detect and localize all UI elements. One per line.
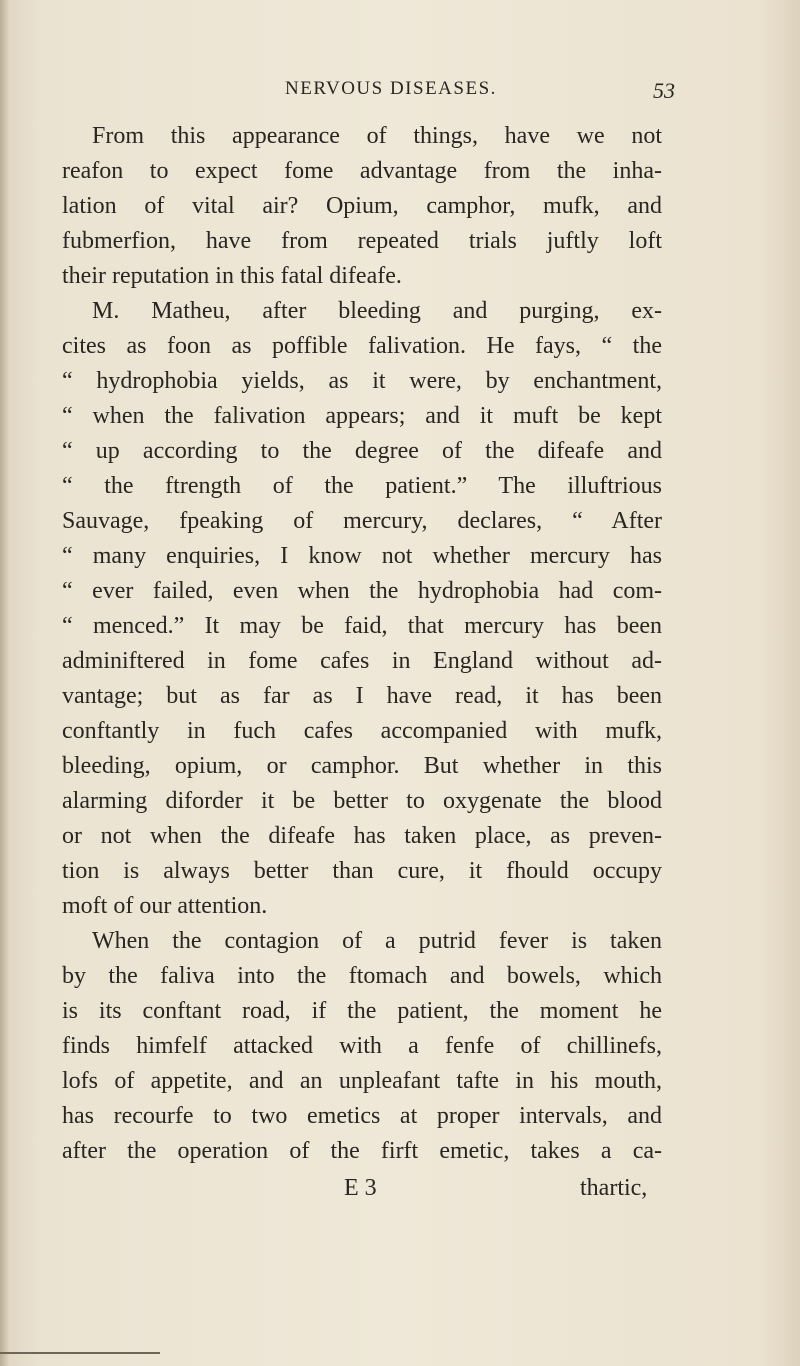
text-line: bleeding, opium, or camphor. But whether in this — [62, 753, 662, 779]
body-text — [62, 119, 662, 1169]
text-line: “ the ftrength of the patient.” The illuftrious — [62, 473, 662, 499]
text-line: lofs of appetite, and an unpleafant tafte in his mouth, — [62, 1068, 662, 1094]
text-line: tion is always better than cure, it fhould occupy — [62, 858, 662, 884]
signature-mark: E 3 — [344, 1175, 377, 1201]
text-line: alarming diforder it be better to oxygenate the blood — [62, 788, 662, 814]
text-line: “ up according to the degree of the difeafe and — [62, 438, 662, 464]
text-line: “ when the falivation appears; and it muft be kept — [62, 403, 662, 429]
text-line: “ many enquiries, I know not whether mercury has — [62, 543, 662, 569]
catchword: thartic, — [580, 1175, 648, 1201]
text-line: “ ever failed, even when the hydrophobia had com- — [62, 578, 662, 604]
bottom-edge-rule — [0, 1352, 160, 1354]
text-line: adminiftered in fome cafes in England without ad- — [62, 648, 662, 674]
text-line: by the faliva into the ftomach and bowels, which — [62, 963, 662, 989]
text-line: is its conftant road, if the patient, the moment he — [62, 998, 662, 1024]
text-line: conftantly in fuch cafes accompanied with mufk, — [62, 718, 662, 744]
text-line: has recourfe to two emetics at proper intervals, and — [62, 1103, 662, 1129]
text-line: after the operation of the firft emetic, takes a ca- — [62, 1138, 662, 1164]
text-line: fubmerfion, have from repeated trials juftly loft — [62, 228, 662, 254]
text-line: From this appearance of things, have we not — [92, 123, 662, 149]
running-head — [0, 78, 800, 108]
text-line: “ hydrophobia yields, as it were, by enchantment, — [62, 368, 662, 394]
text-line: vantage; but as far as I have read, it has been — [62, 683, 662, 709]
text-line: cites as foon as poffible falivation. He fays, “ the — [62, 333, 662, 359]
page-number: 53 — [653, 78, 675, 103]
running-title: NERVOUS DISEASES. — [285, 78, 497, 99]
text-line: Sauvage, fpeaking of mercury, declares, “ After — [62, 508, 662, 534]
text-line: M. Matheu, after bleeding and purging, ex- — [92, 298, 662, 324]
text-line: finds himfelf attacked with a fenfe of chillinefs, — [62, 1033, 662, 1059]
text-line: “ menced.” It may be faid, that mercury has been — [62, 613, 662, 639]
text-line: lation of vital air? Opium, camphor, mufk, and — [62, 193, 662, 219]
page-gutter-shadow — [0, 0, 10, 1366]
text-line: moft of our attention. — [62, 893, 268, 919]
text-line: their reputation in this fatal difeafe. — [62, 263, 402, 289]
page-footer — [0, 1171, 800, 1206]
text-line: or not when the difeafe has taken place, as preven- — [62, 823, 662, 849]
text-line: When the contagion of a putrid fever is taken — [92, 928, 662, 954]
text-line: reafon to expect fome advantage from the inha- — [62, 158, 662, 184]
